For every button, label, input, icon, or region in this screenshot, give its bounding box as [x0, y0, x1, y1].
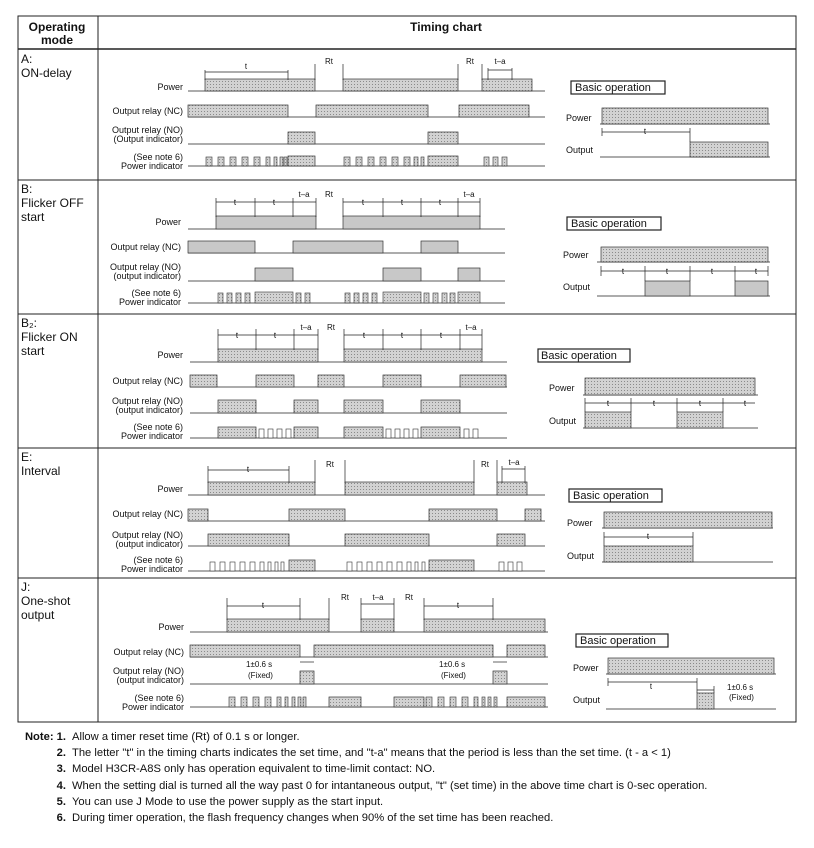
timing-label-t: t — [233, 198, 237, 207]
signal-label-power-indicator: Power indicator — [120, 564, 183, 574]
note-number: 4. — [56, 779, 66, 792]
timing-label-t: t — [235, 331, 239, 340]
section-b2-timing — [112, 323, 758, 441]
signal-label-relay-nc: Output relay (NC) — [112, 376, 183, 386]
basic-operation-label: Basic operation — [573, 490, 649, 502]
signal-label-output: Output — [566, 145, 594, 155]
note-text: You can use J Mode to use the power supply as the start input. — [72, 795, 384, 808]
timing-label-ta: t–a — [465, 323, 477, 332]
timing-label-t: t — [646, 532, 650, 541]
note-text: During timer operation, the flash frequency changes when 90% of the set time has been reached. — [72, 812, 554, 825]
signal-label-output: Output — [563, 282, 591, 292]
mode-b-code: B: — [21, 182, 33, 196]
mode-j-name2: output — [21, 608, 55, 622]
timing-label-ta: t–a — [508, 458, 520, 467]
timing-label-t: t — [698, 399, 702, 408]
mode-b-name: Flicker OFF — [21, 196, 84, 210]
signal-label-relay-no: Output relay (NO) — [111, 530, 183, 540]
section-j-timing — [113, 593, 776, 712]
note-number: 3. — [56, 763, 66, 776]
basic-operation-label: Basic operation — [571, 218, 647, 230]
signal-label-power: Power — [155, 217, 181, 227]
timing-label-fixed-time: 1±0.6 s — [246, 660, 273, 669]
signal-label-output-indicator: (output indicator) — [115, 539, 183, 549]
timing-label-fixed: (Fixed) — [441, 671, 466, 680]
timing-label-ta: t–a — [372, 593, 384, 602]
signal-label-output: Output — [573, 695, 601, 705]
timing-label-fixed-time: 1±0.6 s — [439, 660, 466, 669]
signal-label-power: Power — [157, 350, 183, 360]
signal-label-relay-nc: Output relay (NC) — [113, 647, 184, 657]
note-number: 2. — [56, 747, 66, 760]
basic-operation-label: Basic operation — [580, 635, 656, 647]
timing-label-ta: t–a — [300, 323, 312, 332]
signal-label-power: Power — [549, 383, 575, 393]
basic-operation-label: Basic operation — [541, 350, 617, 362]
signal-label-relay-no: Output relay (NO) — [111, 125, 183, 135]
section-a-timing — [112, 57, 770, 171]
timing-label-rt: Rt — [325, 57, 333, 66]
header-timing-chart: Timing chart — [410, 20, 482, 34]
signal-label-output-indicator: (output indicator) — [115, 405, 183, 415]
timing-label-t: t — [649, 682, 653, 691]
timing-label-t: t — [621, 267, 625, 276]
timing-label-fixed: (Fixed) — [248, 671, 273, 680]
timing-label-rt: Rt — [481, 460, 489, 469]
timing-label-t: t — [272, 198, 276, 207]
timing-label-t: t — [400, 198, 404, 207]
timing-label-t: t — [665, 267, 669, 276]
timing-label-rt: Rt — [341, 593, 349, 602]
timing-label-rt: Rt — [466, 57, 474, 66]
note-text: Allow a timer reset time (Rt) of 0.1 s or longer. — [72, 731, 300, 743]
signal-label-output-indicator: (Output indicator) — [113, 134, 183, 144]
signal-label-output-indicator: (output indicator) — [113, 271, 181, 281]
timing-label-rt: Rt — [405, 593, 413, 602]
mode-j-name: One-shot — [21, 594, 71, 608]
mode-b-name2: start — [21, 210, 45, 224]
note-prefix: Note: — [24, 731, 54, 743]
note-number: 6. — [56, 812, 66, 825]
timing-label-t: t — [246, 465, 250, 474]
note-text: Model H3CR-A8S only has operation equivalent to time-limit contact: NO. — [72, 763, 436, 776]
note-1 — [20, 729, 800, 745]
mode-a-name: ON-delay — [21, 66, 72, 80]
timing-label-t: t — [244, 62, 248, 71]
header-mode-line2: mode — [40, 33, 74, 47]
mode-a-code: A: — [21, 52, 33, 66]
timing-label-rt: Rt — [325, 190, 333, 199]
mode-b2-name: Flicker ON — [21, 330, 78, 344]
signal-label-power-indicator: Power indicator — [120, 431, 183, 441]
timing-label-rt: Rt — [326, 460, 334, 469]
timing-label-ta: t–a — [494, 57, 506, 66]
timing-label-t: t — [643, 127, 647, 136]
signal-label-power-indicator: Power indicator — [120, 161, 183, 171]
timing-label-t: t — [754, 267, 758, 276]
signal-label-relay-nc: Output relay (NC) — [112, 106, 183, 116]
timing-label-rt: Rt — [327, 323, 335, 332]
signal-label-relay-nc: Output relay (NC) — [110, 242, 181, 252]
signal-label-power: Power — [573, 663, 599, 673]
mode-e-name: Interval — [21, 464, 61, 478]
signal-label-relay-no: Output relay (NO) — [109, 262, 181, 272]
section-b-timing — [110, 190, 770, 307]
section-e-timing — [112, 458, 773, 574]
signal-label-power: Power — [157, 484, 183, 494]
timing-label-t: t — [456, 601, 460, 610]
signal-label-see-note: (See note 6) — [133, 152, 183, 162]
note-text: When the setting dial is turned all the way past 0 for intantaneous output, "t" (set time) in the above time chart is 0-sec operation. — [72, 779, 708, 792]
note-4 — [20, 778, 800, 794]
timing-label-t: t — [606, 399, 610, 408]
timing-label-t: t — [710, 267, 714, 276]
timing-label-t: t — [273, 331, 277, 340]
timing-label-t: t — [438, 198, 442, 207]
note-3 — [20, 761, 800, 777]
timing-label-t: t — [652, 399, 656, 408]
signal-label-output: Output — [549, 416, 577, 426]
timing-label-t: t — [362, 331, 366, 340]
signal-label-see-note: (See note 6) — [131, 288, 181, 298]
note-text: The letter "t" in the timing charts indicates the set time, and "t-a" means that the period is less than the set time. (t - a < 1) — [72, 747, 671, 760]
timing-label-t: t — [439, 331, 443, 340]
notes-section — [20, 729, 800, 826]
header-mode-line1: Operating — [28, 20, 86, 34]
note-6 — [20, 810, 800, 826]
signal-label-power: Power — [157, 82, 183, 92]
timing-label-ta: t–a — [298, 190, 310, 199]
signal-label-power: Power — [566, 113, 592, 123]
mode-b2-code: B₂: — [21, 316, 37, 330]
mode-b2-name2: start — [21, 344, 45, 358]
note-number: 5. — [56, 795, 66, 808]
mode-e-code: E: — [21, 450, 33, 464]
signal-label-power-indicator: Power indicator — [121, 702, 184, 712]
note-number: 1. — [56, 731, 66, 743]
signal-label-relay-nc: Output relay (NC) — [112, 509, 183, 519]
timing-label-t: t — [743, 399, 747, 408]
signal-label-power-indicator: Power indicator — [118, 297, 181, 307]
signal-label-power: Power — [567, 518, 593, 528]
basic-operation-label: Basic operation — [575, 82, 651, 94]
signal-label-see-note: (See note 6) — [133, 422, 183, 432]
note-5 — [20, 794, 800, 810]
signal-label-see-note: (See note 6) — [133, 555, 183, 565]
signal-label-relay-no: Output relay (NO) — [111, 396, 183, 406]
timing-label-t: t — [361, 198, 365, 207]
timing-label-t: t — [261, 601, 265, 610]
timing-label-t: t — [400, 331, 404, 340]
timing-label-fixed-time: 1±0.6 s — [727, 683, 754, 692]
signal-label-power: Power — [563, 250, 589, 260]
signal-label-output: Output — [567, 551, 595, 561]
signal-label-relay-no: Output relay (NO) — [112, 666, 184, 676]
mode-j-code: J: — [21, 580, 31, 594]
note-2 — [20, 745, 800, 761]
signal-label-output-indicator: (output indicator) — [116, 675, 184, 685]
timing-label-ta: t–a — [463, 190, 475, 199]
signal-label-see-note: (See note 6) — [134, 693, 184, 703]
timing-label-fixed: (Fixed) — [729, 693, 754, 702]
signal-label-power: Power — [158, 622, 184, 632]
